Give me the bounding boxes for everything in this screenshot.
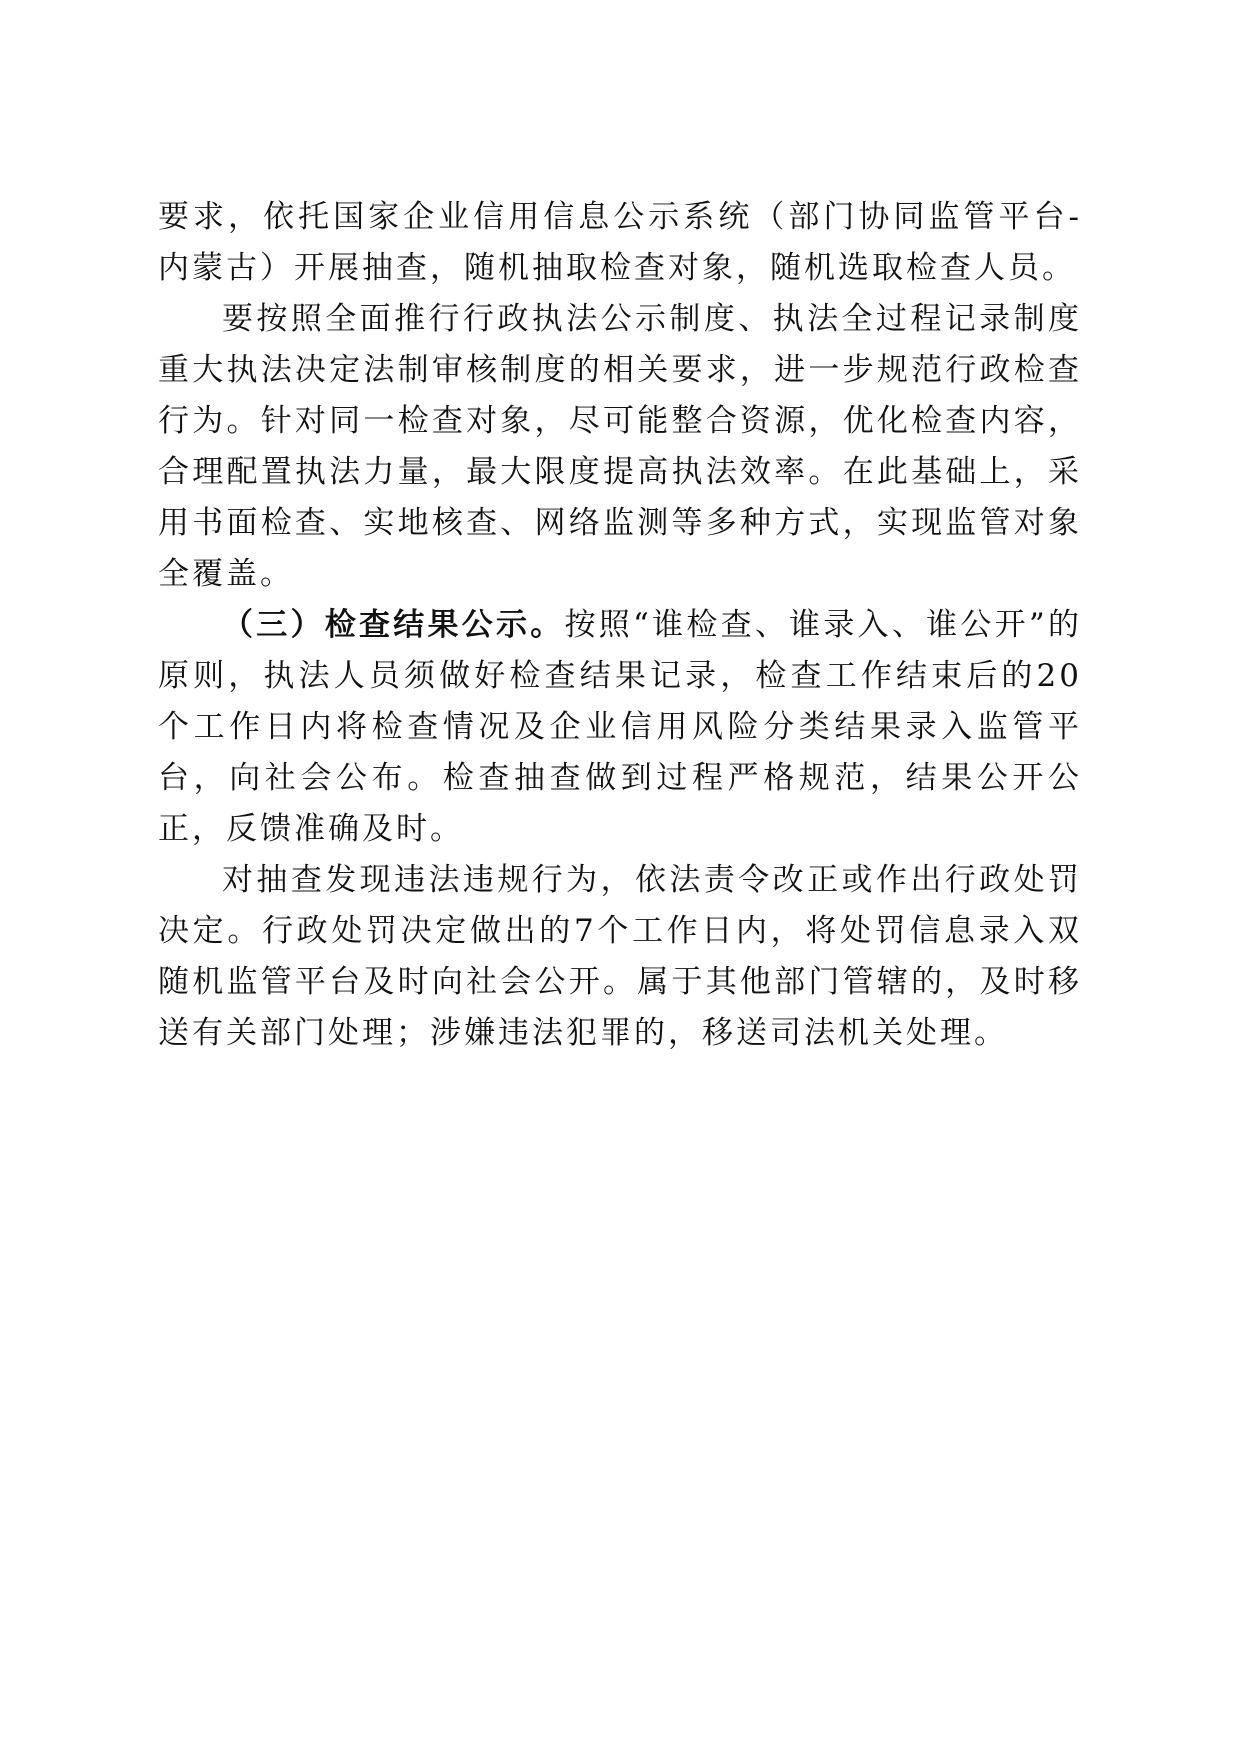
paragraph-inspection-standards bbox=[158, 294, 1082, 600]
paragraph-text: 对抽查发现违法违规行为，依法责令改正或作出行政处罚决定。行政处罚决定做出的7个工作日内，将处罚信息录入双随机监管平台及时向社会公开。属于其他部门管辖的，及时移送有关部门处理；涉嫌违法犯罪的，移送司法机关处理。 bbox=[158, 862, 1082, 1051]
paragraph-violations-handling bbox=[158, 855, 1082, 1059]
document-body bbox=[158, 192, 1082, 1059]
paragraph-text: 要按照全面推行行政执法公示制度、执法全过程记录制度重大执法决定法制审核制度的相关要求，进一步规范行政检查行为。针对同一检查对象，尽可能整合资源，优化检查内容，合理配置执法力量，最大限度提高执法效率。在此基础上，采用书面检查、实地核查、网络监测等多种方式，实现监管对象全覆盖。 bbox=[158, 301, 1082, 592]
paragraph-text: 要求，依托国家企业信用信息公示系统（部门协同监管平台-内蒙古）开展抽查，随机抽取检查对象，随机选取检查人员。 bbox=[158, 199, 1082, 286]
section-heading: （三）检查结果公示。 bbox=[222, 607, 565, 643]
paragraph-results-publicity bbox=[158, 600, 1082, 855]
paragraph-continuation bbox=[158, 192, 1082, 294]
paragraph-text: 按照“谁检查、谁录入、谁公开”的原则，执法人员须做好检查结果记录，检查工作结束后的20个工作日内将检查情况及企业信用风险分类结果录入监管平台，向社会公布。检查抽查做到过程严格规范，结果公开公正，反馈准确及时。 bbox=[158, 607, 1083, 847]
